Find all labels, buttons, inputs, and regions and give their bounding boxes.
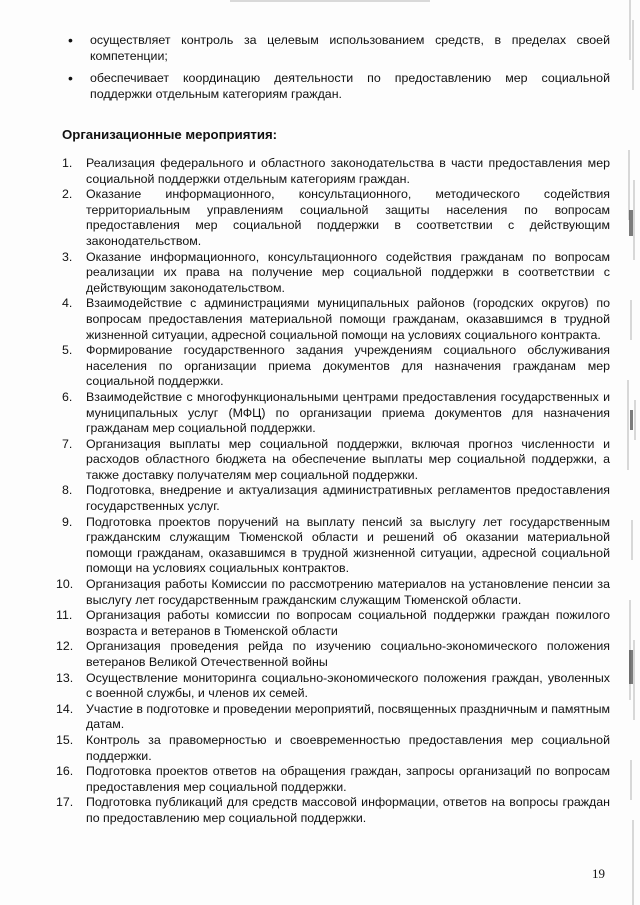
list-item bbox=[62, 390, 610, 437]
list-item bbox=[56, 670, 610, 702]
item-number: 4. bbox=[62, 296, 73, 311]
list-item bbox=[62, 296, 610, 343]
item-text: Осуществление мониторинга социально-экономического положения граждан, уволенных с военной службы, и членов их семей. bbox=[86, 670, 610, 701]
scan-edge-artifact bbox=[612, 0, 640, 905]
item-text: Подготовка, внедрение и актуализация административных регламентов предоставления государственных услуг. bbox=[86, 483, 610, 514]
list-item bbox=[56, 732, 610, 764]
item-number: 7. bbox=[62, 436, 73, 451]
item-text: Подготовка проектов поручений на выплату пенсий за выслугу лет государственным гражданским служащим Тюменской области и решений об оказании материальной помощи гражданам, оказавшимся в трудной жизненной ситуации, адресной социальной помощи на условиях социальных контрактов. bbox=[86, 514, 610, 576]
item-number: 15. bbox=[56, 732, 74, 747]
item-number: 6. bbox=[62, 389, 73, 404]
item-number: 12. bbox=[56, 639, 74, 654]
item-text: Организация выплаты мер социальной поддержки, включая прогноз численности и расходов областного бюджета на обеспечение выплаты мер социальной поддержки, а также доставку получателям мер социальной поддержки. bbox=[86, 436, 610, 482]
bullet-text: осуществляет контроль за целевым использованием средств, в пределах своей компетенции; bbox=[90, 33, 610, 63]
item-number: 17. bbox=[56, 795, 74, 810]
item-text: Подготовка публикаций для средств массовой информации, ответов на вопросы граждан по предоставлению мер социальной поддержки. bbox=[86, 795, 610, 825]
item-number: 9. bbox=[62, 514, 73, 529]
item-text: Оказание информационного, консультационного, методического содействия территориальным управлениям социальной защиты населения по вопросам предоставления мер социальной поддержки в соответствии с действующим законодательством. bbox=[86, 187, 610, 248]
list-item bbox=[62, 483, 610, 514]
item-text: Взаимодействие с администрациями муниципальных районов (городских округов) по вопросам предоставления материальной помощи гражданам, оказавшимся в трудной жизненной ситуации, адресной социальной помощи на условиях социального контракта. bbox=[86, 296, 610, 342]
item-text: Контроль за правомерностью и своевременностью предоставления мер социальной поддержки. bbox=[86, 732, 610, 763]
bullet-item bbox=[62, 32, 610, 64]
bullet-dot-icon: • bbox=[68, 32, 73, 48]
list-item bbox=[62, 156, 610, 187]
item-text: Организация работы комиссии по вопросам социальной поддержки граждан пожилого возраста и ветеранов в Тюменской области bbox=[86, 608, 610, 638]
list-item bbox=[56, 795, 610, 826]
item-number: 3. bbox=[62, 249, 73, 264]
list-item bbox=[56, 639, 610, 670]
list-item bbox=[62, 437, 610, 484]
item-number: 2. bbox=[62, 187, 73, 202]
item-number: 14. bbox=[56, 701, 74, 716]
item-number: 11. bbox=[56, 608, 73, 623]
list-item bbox=[62, 187, 610, 249]
list-item bbox=[62, 250, 610, 297]
list-item bbox=[56, 608, 610, 639]
events-list bbox=[56, 156, 610, 827]
item-number: 8. bbox=[62, 483, 73, 498]
top-rule bbox=[230, 0, 430, 2]
list-item bbox=[62, 343, 610, 390]
item-number: 10. bbox=[56, 577, 74, 592]
item-text: Организация проведения рейда по изучению социально-экономического положения ветеранов Великой Отечественной войны bbox=[86, 639, 610, 669]
list-item bbox=[56, 701, 610, 733]
item-text: Оказание информационного, консультационного содействия гражданам по вопросам реализации их права на получение мер социальной поддержки в соответствии с действующим законодательством. bbox=[86, 249, 610, 295]
item-number: 5. bbox=[62, 343, 73, 358]
list-item bbox=[56, 577, 610, 608]
page-number: 19 bbox=[592, 866, 605, 881]
item-text: Реализация федерального и областного законодательства в части предоставления мер социальной поддержки отдельным категориям граждан. bbox=[86, 156, 610, 186]
list-item bbox=[62, 515, 610, 577]
item-text: Формирование государственного задания учреждениям социального обслуживания населения по организации приема документов для назначения гражданам мер социальной поддержки. bbox=[86, 343, 610, 389]
item-text: Организация работы Комиссии по рассмотрению материалов на установление пенсии за выслугу лет государственным гражданским служащим Тюменской области. bbox=[86, 577, 610, 607]
item-number: 13. bbox=[56, 670, 74, 685]
bullet-item bbox=[62, 70, 610, 102]
bullet-dot-icon: • bbox=[68, 70, 73, 86]
bullet-list bbox=[62, 32, 610, 108]
item-text: Взаимодействие с многофункциональными центрами предоставления государственных и муниципальных услуг (МФЦ) по организации приема документов для назначения гражданам мер социальной поддержки. bbox=[86, 389, 610, 436]
item-text: Участие в подготовке и проведении мероприятий, посвященных праздничным и памятным датам. bbox=[86, 701, 610, 732]
item-text: Подготовка проектов ответов на обращения граждан, запросы организаций по вопросам предоставления мер социальной поддержки. bbox=[86, 764, 610, 794]
section-title: Организационные мероприятия: bbox=[62, 127, 278, 142]
list-item bbox=[56, 764, 610, 795]
item-number: 1. bbox=[62, 156, 73, 170]
bullet-text: обеспечивает координацию деятельности по предоставлению мер социальной поддержки отдельным категориям граждан. bbox=[90, 71, 610, 101]
item-number: 16. bbox=[56, 764, 74, 779]
